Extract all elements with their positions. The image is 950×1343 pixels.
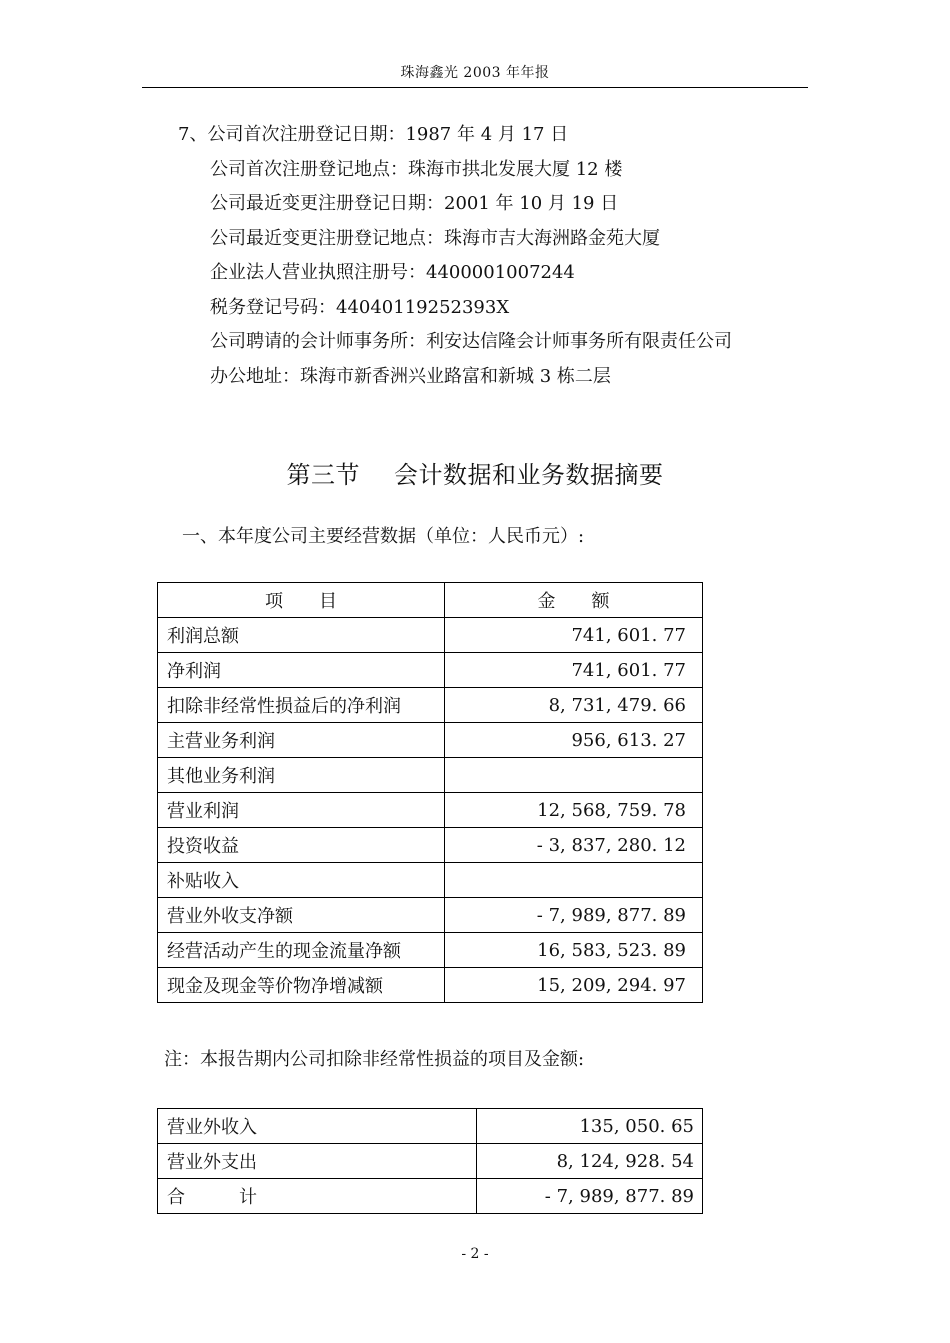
table-row xyxy=(158,688,703,723)
row-item: 营业利润 xyxy=(158,793,445,828)
row-amount: 8, 731, 479. 66 xyxy=(445,688,703,723)
table-row xyxy=(158,968,703,1003)
table-row xyxy=(158,1144,703,1179)
table-row xyxy=(158,1179,703,1214)
row-amount xyxy=(445,863,703,898)
row-amount: 741, 601. 77 xyxy=(445,653,703,688)
registration-line: 企业法人营业执照注册号：4400001007244 xyxy=(210,262,575,283)
row-item: 主营业务利润 xyxy=(158,723,445,758)
section-title xyxy=(0,455,950,490)
table-row xyxy=(158,863,703,898)
row-item: 营业外收支净额 xyxy=(158,898,445,933)
table-row xyxy=(158,618,703,653)
registration-line: 公司首次注册登记地点：珠海市拱北发展大厦 12 楼 xyxy=(210,158,623,180)
table-row xyxy=(158,758,703,793)
section-heading: 会计数据和业务数据摘要 xyxy=(394,461,664,489)
registration-line: 公司最近变更注册登记地点：珠海市吉大海洲路金苑大厦 xyxy=(210,227,660,249)
page-number: - 2 - xyxy=(461,1246,489,1262)
row-item: 合 计 xyxy=(158,1179,477,1214)
page-header: 珠海鑫光 2003 年年报 xyxy=(400,65,550,81)
header-rule xyxy=(142,87,808,88)
table-row xyxy=(158,653,703,688)
registration-line: 公司聘请的会计师事务所：利安达信隆会计师事务所有限责任公司 xyxy=(210,331,732,352)
row-item: 利润总额 xyxy=(158,618,445,653)
non-recurring-items-table xyxy=(157,1108,703,1214)
row-amount: 8, 124, 928. 54 xyxy=(477,1144,703,1179)
registration-line: 办公地址：珠海市新香洲兴业路富和新城 3 栋二层 xyxy=(210,365,611,387)
column-header-item: 项 目 xyxy=(158,583,445,618)
table-row xyxy=(158,1109,703,1144)
table-row xyxy=(158,793,703,828)
registration-info xyxy=(178,120,732,396)
row-item: 营业外支出 xyxy=(158,1144,477,1179)
row-amount: - 3, 837, 280. 12 xyxy=(445,828,703,863)
table-row xyxy=(158,933,703,968)
row-amount: 956, 613. 27 xyxy=(445,723,703,758)
table-row xyxy=(158,723,703,758)
note-text: 注：本报告期内公司扣除非经常性损益的项目及金额: xyxy=(164,1049,585,1070)
registration-line: 7、公司首次注册登记日期：1987 年 4 月 17 日 xyxy=(178,124,569,145)
row-item: 净利润 xyxy=(158,653,445,688)
registration-line: 税务登记号码：44040119252393X xyxy=(210,296,510,318)
row-item: 扣除非经常性损益后的净利润 xyxy=(158,688,445,723)
table-subtitle: 一、本年度公司主要经营数据（单位：人民币元）: xyxy=(182,526,585,547)
table-row xyxy=(158,898,703,933)
row-amount: 15, 209, 294. 97 xyxy=(445,968,703,1003)
row-amount: 12, 568, 759. 78 xyxy=(445,793,703,828)
row-amount: 741, 601. 77 xyxy=(445,618,703,653)
row-amount: - 7, 989, 877. 89 xyxy=(477,1179,703,1214)
table-row xyxy=(158,828,703,863)
row-item: 投资收益 xyxy=(158,828,445,863)
row-item: 经营活动产生的现金流量净额 xyxy=(158,933,445,968)
row-item: 补贴收入 xyxy=(158,863,445,898)
main-data-table xyxy=(157,582,703,1003)
row-item: 营业外收入 xyxy=(158,1109,477,1144)
row-amount xyxy=(445,758,703,793)
row-amount: 16, 583, 523. 89 xyxy=(445,933,703,968)
registration-line: 公司最近变更注册登记日期：2001 年 10 月 19 日 xyxy=(210,193,619,214)
row-item: 其他业务利润 xyxy=(158,758,445,793)
row-amount: 135, 050. 65 xyxy=(477,1109,703,1144)
section-number: 第三节 xyxy=(286,461,360,489)
table-header-row xyxy=(158,583,703,618)
row-amount: - 7, 989, 877. 89 xyxy=(445,898,703,933)
column-header-amount: 金 额 xyxy=(445,583,703,618)
row-item: 现金及现金等价物净增减额 xyxy=(158,968,445,1003)
